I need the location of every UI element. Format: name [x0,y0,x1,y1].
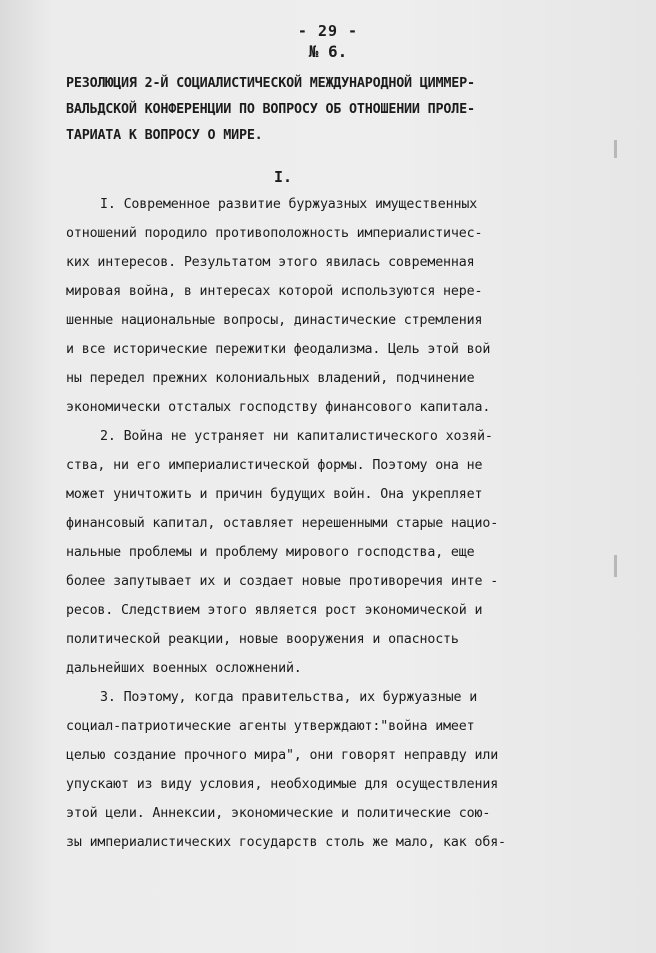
section-heading: I. [273,168,293,186]
paragraph-line: может уничтожить и причин будущих войн. Она укрепляет [66,487,483,502]
document-number: № 6. [308,42,348,61]
paragraph-line: финансовый капитал, оставляет нерешенными старые нацио- [66,516,499,531]
paragraph-line: зы империалистических государств столь же мало, как обя- [66,835,506,850]
margin-mark [614,555,617,577]
paragraph-line: упускают из виду условия, необходимые для осуществления [66,777,499,792]
paragraph-line: 3. Поэтому, когда правительства, их буржуазные и [100,690,478,705]
paragraph-line: и все исторические пережитки феодализма. Цель этой вой [66,342,491,357]
paragraph-line: шенные национальные вопросы, династические стремления [66,313,483,328]
paragraph-line: дальнейших военных осложнений. [66,661,302,676]
paragraph-line: отношений породило противоположность империалистичес- [66,226,483,241]
paragraph-line: I. Современное развитие буржуазных имущественных [100,197,478,212]
title-line: РЕЗОЛЮЦИЯ 2-Й СОЦИАЛИСТИЧЕСКОЙ МЕЖДУНАРОДНОЙ ЦИММЕР- [66,76,475,91]
paragraph-line: целью создание прочного мира", они говорят неправду или [66,748,499,763]
paragraph-line: мировая война, в интересах которой используются нере- [66,284,483,299]
paragraph-line: 2. Война не устраняет ни капиталистического хозяй- [100,429,493,444]
paragraph-line: социал-патриотические агенты утверждают:"война имеет [66,719,475,734]
title-line: ТАРИАТА К ВОПРОСУ О МИРЕ. [66,128,263,143]
paragraph-line: политической реакции, новые вооружения и опасность [66,632,459,647]
paragraph-line: ресов. Следствием этого является рост экономической и [66,603,483,618]
paragraph-line: нальные проблемы и проблему мирового господства, еще [66,545,475,560]
page-number: - 29 - [297,22,359,40]
paragraph-line: ства, ни его империалистической формы. Поэтому она не [66,458,483,473]
paragraph-line: ны передел прежних колониальных владений, подчинение [66,371,475,386]
title-line: ВАЛЬДСКОЙ КОНФЕРЕНЦИИ ПО ВОПРОСУ ОБ ОТНОШЕНИИ ПРОЛЕ- [66,102,475,117]
paragraph-line: этой цели. Аннексии, экономические и политические сою- [66,806,491,821]
paragraph-line: более запутывает их и создает новые противоречия инте - [66,574,499,589]
paragraph-line: ких интересов. Результатом этого явилась современная [66,255,475,270]
margin-mark [614,140,617,158]
paragraph-line: экономически отсталых господству финансового капитала. [66,400,491,415]
